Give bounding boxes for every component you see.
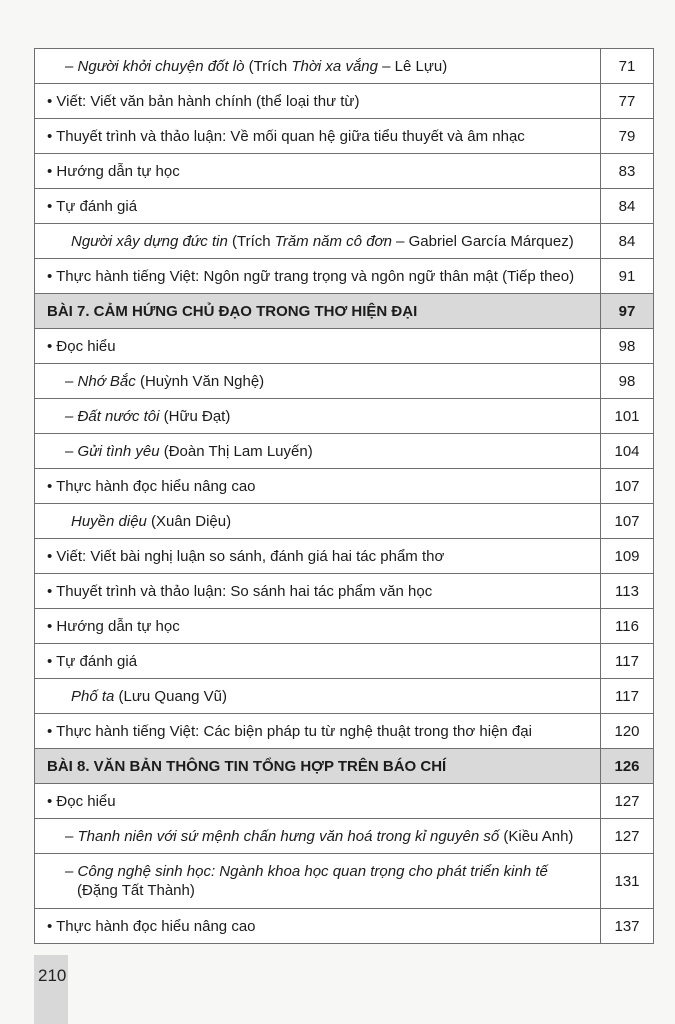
toc-page-number: 120 (601, 714, 654, 749)
toc-text-part: – (65, 372, 78, 390)
toc-entry-title (35, 119, 601, 154)
toc-page-number: 116 (601, 609, 654, 644)
toc-text-part: Huyền diệu (71, 512, 147, 530)
toc-text-part: (Lưu Quang Vũ) (114, 687, 227, 705)
toc-text-part: (Trích (227, 232, 275, 250)
toc-row (35, 784, 654, 819)
toc-entry-title (35, 819, 601, 854)
toc-page-number: 113 (601, 574, 654, 609)
toc-entry-title (35, 909, 601, 944)
toc-entry-title (35, 434, 601, 469)
toc-row (35, 714, 654, 749)
toc-entry-title (35, 329, 601, 364)
toc-section-header (35, 749, 654, 784)
toc-row (35, 854, 654, 909)
toc-row (35, 119, 654, 154)
toc-page-number: 109 (601, 539, 654, 574)
toc-text-part: • Thực hành đọc hiểu nâng cao (47, 917, 256, 935)
toc-page-number: 101 (601, 399, 654, 434)
toc-entry-title (35, 364, 601, 399)
toc-row (35, 364, 654, 399)
toc-text-part: Công nghệ sinh học: Ngành khoa học quan trọng cho phát triển kinh tế (77, 863, 548, 880)
toc-row (35, 49, 654, 84)
toc-body (35, 49, 654, 944)
toc-row (35, 644, 654, 679)
toc-text-part: Trăm năm cô đơn (274, 232, 392, 250)
toc-text-part: • Thực hành đọc hiểu nâng cao (47, 477, 256, 495)
toc-row (35, 224, 654, 259)
toc-row (35, 189, 654, 224)
toc-text-part: • Thuyết trình và thảo luận: So sánh hai tác phẩm văn học (47, 582, 433, 600)
toc-text-part: (Huỳnh Văn Nghệ) (135, 372, 265, 390)
toc-entry-title (35, 224, 601, 259)
toc-text-part: Đất nước tôi (77, 407, 160, 425)
toc-text-part: (Trích (244, 57, 292, 75)
toc-entry-title (35, 469, 601, 504)
toc-text-part: BÀI 8. VĂN BẢN THÔNG TIN TỔNG HỢP TRÊN BÁO CHÍ (47, 757, 447, 775)
toc-row (35, 259, 654, 294)
toc-row (35, 609, 654, 644)
toc-page-number: 131 (601, 854, 654, 909)
toc-text-part: (Xuân Diệu) (146, 512, 232, 530)
toc-text-part: (Kiều Anh) (499, 827, 574, 845)
toc-page-number: 137 (601, 909, 654, 944)
toc-entry-title (35, 854, 601, 909)
toc-row (35, 679, 654, 714)
toc-entry-title (35, 259, 601, 294)
toc-text-part: – (65, 827, 78, 845)
toc-text-part: Thời xa vắng (291, 57, 378, 75)
toc-entry-title (35, 84, 601, 119)
toc-page-number: 117 (601, 644, 654, 679)
toc-row (35, 909, 654, 944)
toc-page-number: 126 (601, 749, 654, 784)
toc-text-part: • Hướng dẫn tự học (47, 162, 180, 180)
toc-section-header (35, 294, 654, 329)
toc-entry-title (35, 644, 601, 679)
toc-entry-title (35, 294, 601, 329)
toc-entry-title (35, 49, 601, 84)
toc-row (35, 574, 654, 609)
toc-row (35, 469, 654, 504)
toc-page-number: 117 (601, 679, 654, 714)
toc-row (35, 329, 654, 364)
toc-text-part: – (65, 442, 78, 460)
toc-entry-title (35, 574, 601, 609)
toc-text-part: • Tự đánh giá (47, 197, 138, 215)
toc-text-part: (Hữu Đạt) (159, 407, 231, 425)
toc-page-number: 71 (601, 49, 654, 84)
page-number: 210 (38, 966, 67, 985)
toc-row (35, 434, 654, 469)
toc-row (35, 819, 654, 854)
toc-text-part: Gửi tình yêu (77, 442, 160, 460)
toc-text-part: – Gabriel García Márquez) (391, 232, 574, 250)
toc-entry-title (35, 714, 601, 749)
toc-page-number: 98 (601, 364, 654, 399)
toc-text-part: • Tự đánh giá (47, 652, 138, 670)
toc-entry-title (35, 399, 601, 434)
toc-page-number: 98 (601, 329, 654, 364)
toc-entry-title (35, 539, 601, 574)
toc-text-part: (Đặng Tất Thành) (77, 882, 195, 899)
toc-text-part: • Thực hành tiếng Việt: Các biện pháp tu từ nghệ thuật trong thơ hiện đại (47, 722, 532, 740)
toc-text-part: • Viết: Viết bài nghị luận so sánh, đánh giá hai tác phẩm thơ (47, 547, 445, 565)
toc-entry-title (35, 609, 601, 644)
toc-row (35, 539, 654, 574)
toc-text-part: • Hướng dẫn tự học (47, 617, 180, 635)
toc-page-number: 127 (601, 784, 654, 819)
toc-text-part: • Thực hành tiếng Việt: Ngôn ngữ trang trọng và ngôn ngữ thân mật (Tiếp theo) (47, 267, 575, 285)
toc-page-number: 97 (601, 294, 654, 329)
toc-page-number: 91 (601, 259, 654, 294)
toc-page-number: 84 (601, 189, 654, 224)
toc-page-number: 107 (601, 504, 654, 539)
toc-text-part: – (65, 863, 78, 880)
toc-row (35, 399, 654, 434)
toc-entry-title (35, 504, 601, 539)
toc-row (35, 504, 654, 539)
toc-page-number: 127 (601, 819, 654, 854)
toc-page-number: 83 (601, 154, 654, 189)
toc-text-part: (Đoàn Thị Lam Luyến) (159, 442, 313, 460)
toc-page-number: 84 (601, 224, 654, 259)
toc-text-part: Nhớ Bắc (77, 372, 136, 390)
toc-entry-title (35, 784, 601, 819)
toc-entry-title (35, 189, 601, 224)
toc-entry-title (35, 679, 601, 714)
toc-page-number: 104 (601, 434, 654, 469)
toc-page-number: 77 (601, 84, 654, 119)
toc-text-part: – Lê Lựu) (377, 57, 448, 75)
toc-row (35, 84, 654, 119)
toc-entry-title (35, 749, 601, 784)
toc-text-part: Người khởi chuyện đốt lò (77, 57, 245, 75)
toc-text-part: Phố ta (71, 687, 115, 705)
toc-page-number: 107 (601, 469, 654, 504)
toc-text-part: – (65, 57, 78, 75)
toc-entry-title (35, 154, 601, 189)
toc-text-part: • Đọc hiểu (47, 337, 116, 355)
toc-text-part: • Thuyết trình và thảo luận: Về mối quan hệ giữa tiểu thuyết và âm nhạc (47, 127, 525, 145)
toc-text-part: • Viết: Viết văn bản hành chính (thể loại thư từ) (47, 92, 360, 110)
table-of-contents (34, 48, 654, 944)
toc-row (35, 154, 654, 189)
toc-text-part: BÀI 7. CẢM HỨNG CHỦ ĐẠO TRONG THƠ HIỆN ĐẠI (47, 302, 418, 320)
toc-text-part: Người xây dựng đức tin (71, 232, 228, 250)
toc-page-number: 79 (601, 119, 654, 154)
toc-text-part: Thanh niên với sứ mệnh chấn hưng văn hoá trong kỉ nguyên số (77, 827, 500, 845)
toc-text-part: • Đọc hiểu (47, 792, 116, 810)
toc-text-part: – (65, 407, 78, 425)
